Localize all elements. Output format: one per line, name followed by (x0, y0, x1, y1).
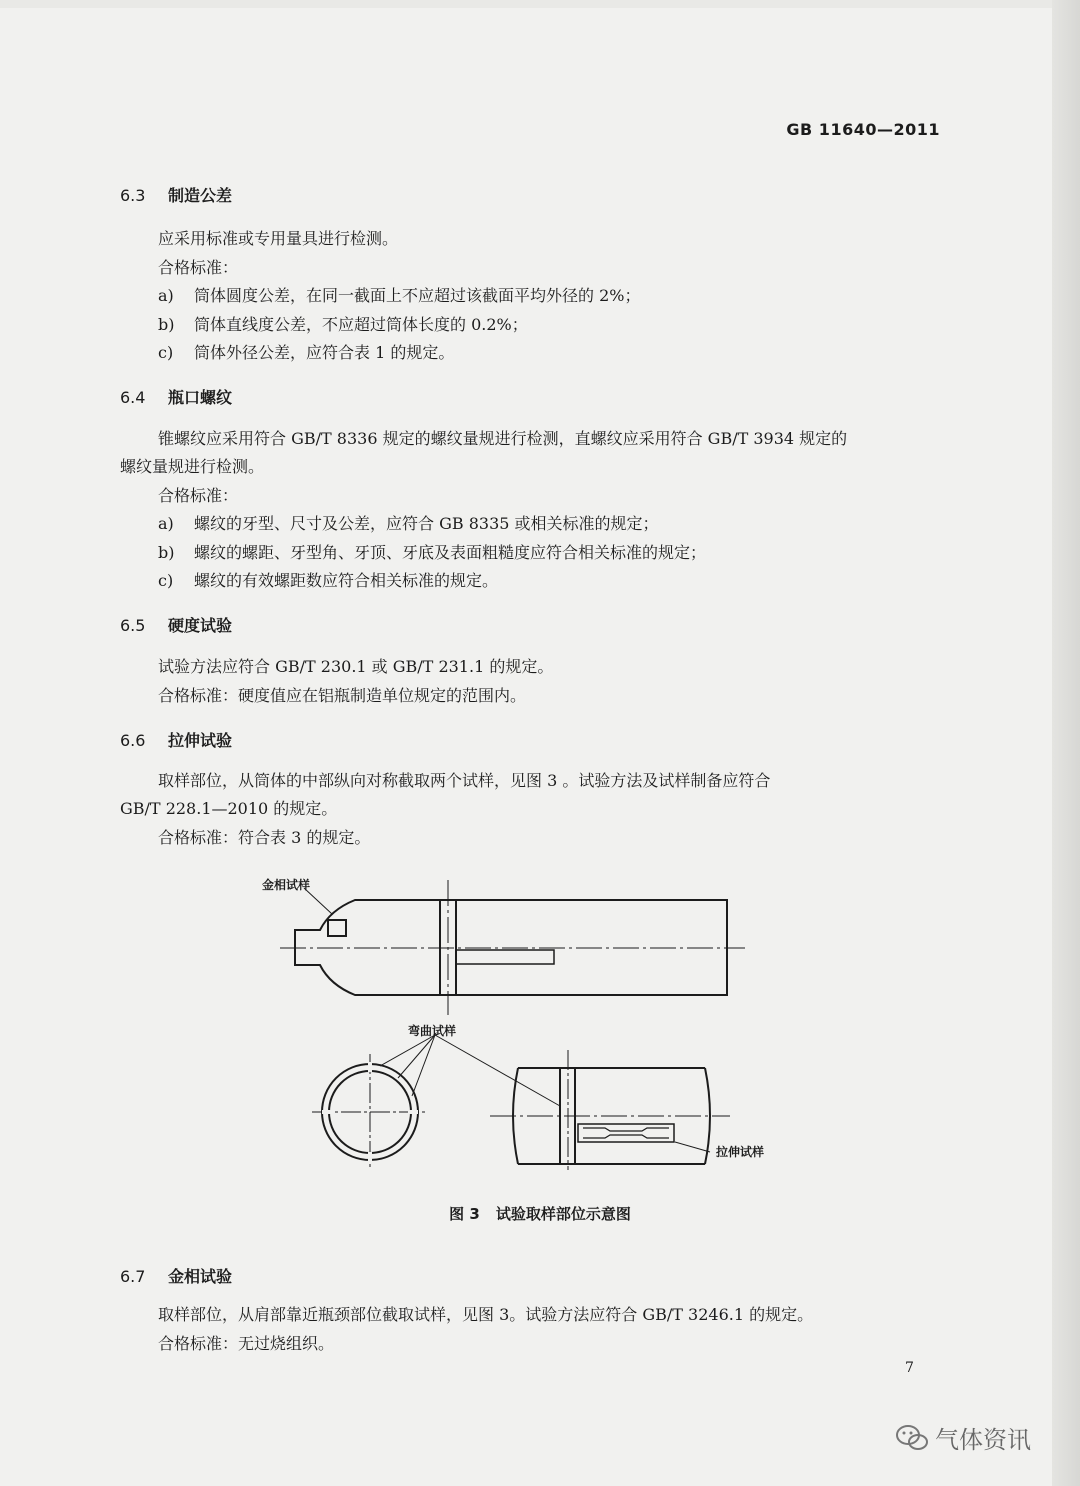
page-number: 7 (905, 1360, 914, 1376)
list-marker: a) (158, 286, 174, 305)
wechat-icon (895, 1424, 929, 1452)
figure-title: 试验取样部位示意图 (495, 1205, 631, 1223)
list-marker: b) (158, 543, 175, 562)
list-marker: b) (158, 315, 175, 334)
tensile-sample-slot (578, 1124, 674, 1142)
label-tensile-sample: 拉伸试样 (716, 1145, 765, 1159)
leader-line (398, 1035, 435, 1078)
paragraph-line: 取样部位，从筒体的中部纵向对称截取两个试样，见图 3 。试验方法及试样制备应符合 (158, 771, 771, 790)
paragraph: 合格标准：符合表 3 的规定。 (158, 828, 371, 847)
section-6-3-heading (120, 183, 232, 206)
metallographic-sample (328, 920, 346, 936)
figure-caption (0, 1203, 1080, 1224)
criteria-label: 合格标准： (158, 486, 239, 505)
list-item (158, 285, 640, 307)
leader-line (675, 1142, 710, 1152)
list-marker: c) (158, 343, 174, 362)
tensile-specimen (583, 1128, 669, 1138)
list-marker: a) (158, 514, 174, 533)
section-number: 6.4 (120, 388, 146, 407)
figure-3 (260, 870, 780, 1170)
list-item-text: 螺纹的有效螺距数应符合相关标准的规定。 (194, 571, 499, 590)
leader-line (412, 1035, 435, 1096)
list-item-text: 筒体圆度公差，在同一截面上不应超过该截面平均外径的 2%； (194, 286, 641, 305)
watermark (895, 1420, 1031, 1455)
section-number: 6.3 (120, 186, 146, 205)
list-item (158, 570, 498, 592)
section-title: 金相试验 (168, 1267, 233, 1286)
paragraph: 取样部位，从肩部靠近瓶颈部位截取试样，见图 3。试验方法应符合 GB/T 3246.1 的规定。 (158, 1305, 814, 1324)
standard-code: GB 11640—2011 (786, 120, 940, 139)
list-item-text: 螺纹的螺距、牙型角、牙顶、牙底及表面粗糙度应符合相关标准的规定； (194, 543, 707, 562)
section-title: 制造公差 (168, 186, 233, 205)
section-number: 6.7 (120, 1267, 146, 1286)
section-6-7-heading (120, 1264, 232, 1287)
scan-right-edge (1052, 0, 1080, 1486)
watermark-text: 气体资讯 (935, 1426, 1031, 1454)
list-item-text: 筒体直线度公差，不应超过筒体长度的 0.2%； (194, 315, 528, 334)
figure-number: 图 3 (449, 1205, 480, 1223)
section-6-5-heading (120, 613, 232, 636)
section-number: 6.5 (120, 616, 146, 635)
section-title: 拉伸试验 (168, 731, 233, 750)
list-item-text: 螺纹的牙型、尺寸及公差，应符合 GB 8335 或相关标准的规定； (194, 514, 659, 533)
list-item (158, 342, 454, 364)
tensile-sample-top (456, 950, 554, 964)
list-item-text: 筒体外径公差，应符合表 1 的规定。 (194, 343, 455, 362)
paragraph: 合格标准：无过烧组织。 (158, 1334, 335, 1353)
section-6-6-heading (120, 728, 232, 751)
paragraph: 应采用标准或专用量具进行检测。 (158, 229, 399, 248)
label-bend-sample: 弯曲试样 (408, 1024, 457, 1038)
label-metallographic-sample: 金相试样 (262, 878, 311, 892)
paragraph: 试验方法应符合 GB/T 230.1 或 GB/T 231.1 的规定。 (158, 657, 554, 676)
section-number: 6.6 (120, 731, 146, 750)
list-item (158, 513, 659, 535)
section-6-4-heading (120, 385, 232, 408)
list-item (158, 314, 528, 336)
paragraph-line: GB/T 228.1—2010 的规定。 (120, 799, 338, 818)
sampling-diagram (260, 870, 780, 1170)
section-title: 硬度试验 (168, 616, 233, 635)
list-item (158, 542, 706, 564)
list-marker: c) (158, 571, 174, 590)
paragraph-line: 螺纹量规进行检测。 (120, 457, 265, 476)
section-title: 瓶口螺纹 (168, 388, 233, 407)
leader-line (380, 1035, 435, 1066)
paragraph: 合格标准：硬度值应在铝瓶制造单位规定的范围内。 (158, 686, 527, 705)
paragraph-line: 锥螺纹应采用符合 GB/T 8336 规定的螺纹量规进行检测，直螺纹应采用符合 GB/T 3934 规定的 (158, 429, 848, 448)
leader-line (435, 1035, 560, 1106)
criteria-label: 合格标准： (158, 258, 239, 277)
scan-top-edge (0, 0, 1080, 8)
